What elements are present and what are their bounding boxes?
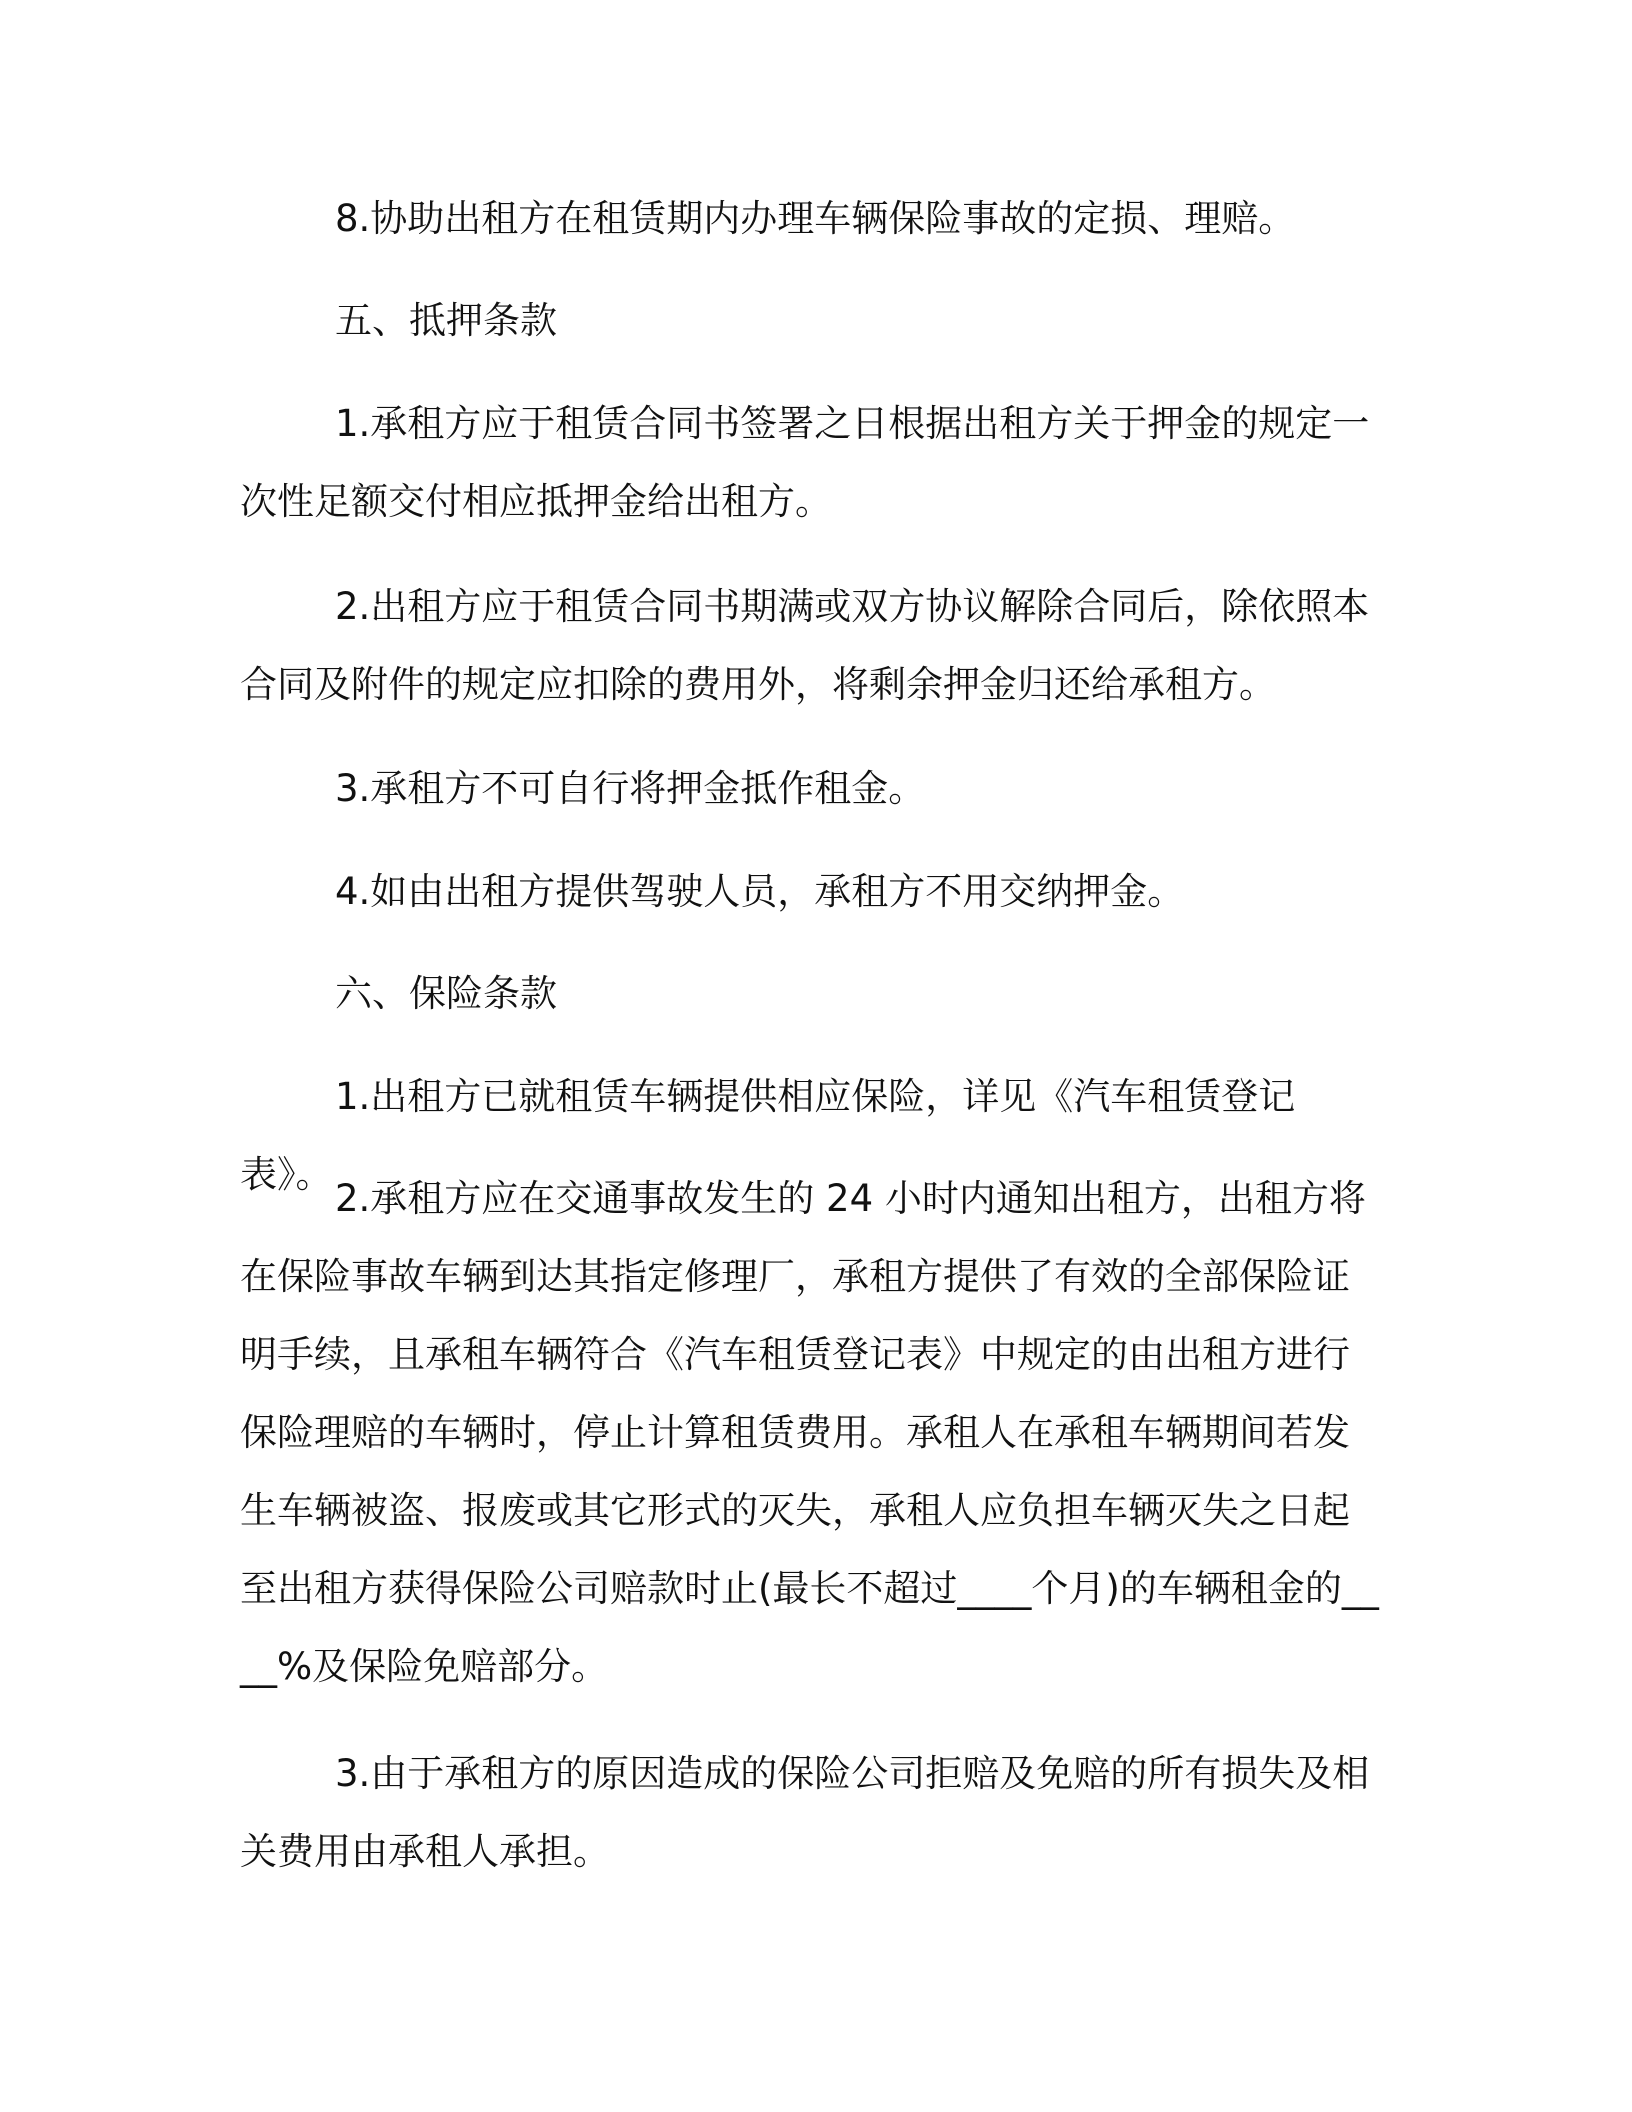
insurance-clause-3: 3.由于承租方的原因造成的保险公司拒赔及免赔的所有损失及相关费用由承租人承担。: [240, 1752, 1370, 1873]
deposit-clause-1: 1.承租方应于租赁合同书签署之日根据出租方关于押金的规定一次性足额交付相应抵押金给出租方。: [240, 402, 1370, 523]
section-heading-insurance: 六、保险条款: [335, 972, 557, 1015]
deposit-clause-3: 3.承租方不可自行将押金抵作租金。: [335, 767, 926, 810]
clause-assist-insurance-claims: 8.协助出租方在租赁期内办理车辆保险事故的定损、理赔。: [335, 197, 1296, 240]
deposit-clause-4: 4.如由出租方提供驾驶人员，承租方不用交纳押金。: [335, 870, 1185, 913]
insurance-clause-2: 2.承租方应在交通事故发生的 24 小时内通知出租方，出租方将在保险事故车辆到达其指定修理厂，承租方提供了有效的全部保险证明手续，且承租车辆符合《汽车租赁登记表》中规定的由出租方进行保险理赔的车辆时，停止计算租赁费用。承租人在承租车辆期间若发生车辆被盗、报废或其它形式的灭失，承租人应负担车辆灭失之日起至出租方获得保险公司赔款时止(最长不超过____个月)的车辆租金的____%及保险免赔部分。: [240, 1177, 1379, 1688]
insurance-clause-1: 1.出租方已就租赁车辆提供相应保险，详见《汽车租赁登记表》。: [240, 1075, 1296, 1196]
section-heading-deposit: 五、抵押条款: [335, 299, 557, 342]
deposit-clause-2: 2.出租方应于租赁合同书期满或双方协议解除合同后，除依照本合同及附件的规定应扣除的费用外，将剩余押金归还给承租方。: [240, 585, 1370, 706]
